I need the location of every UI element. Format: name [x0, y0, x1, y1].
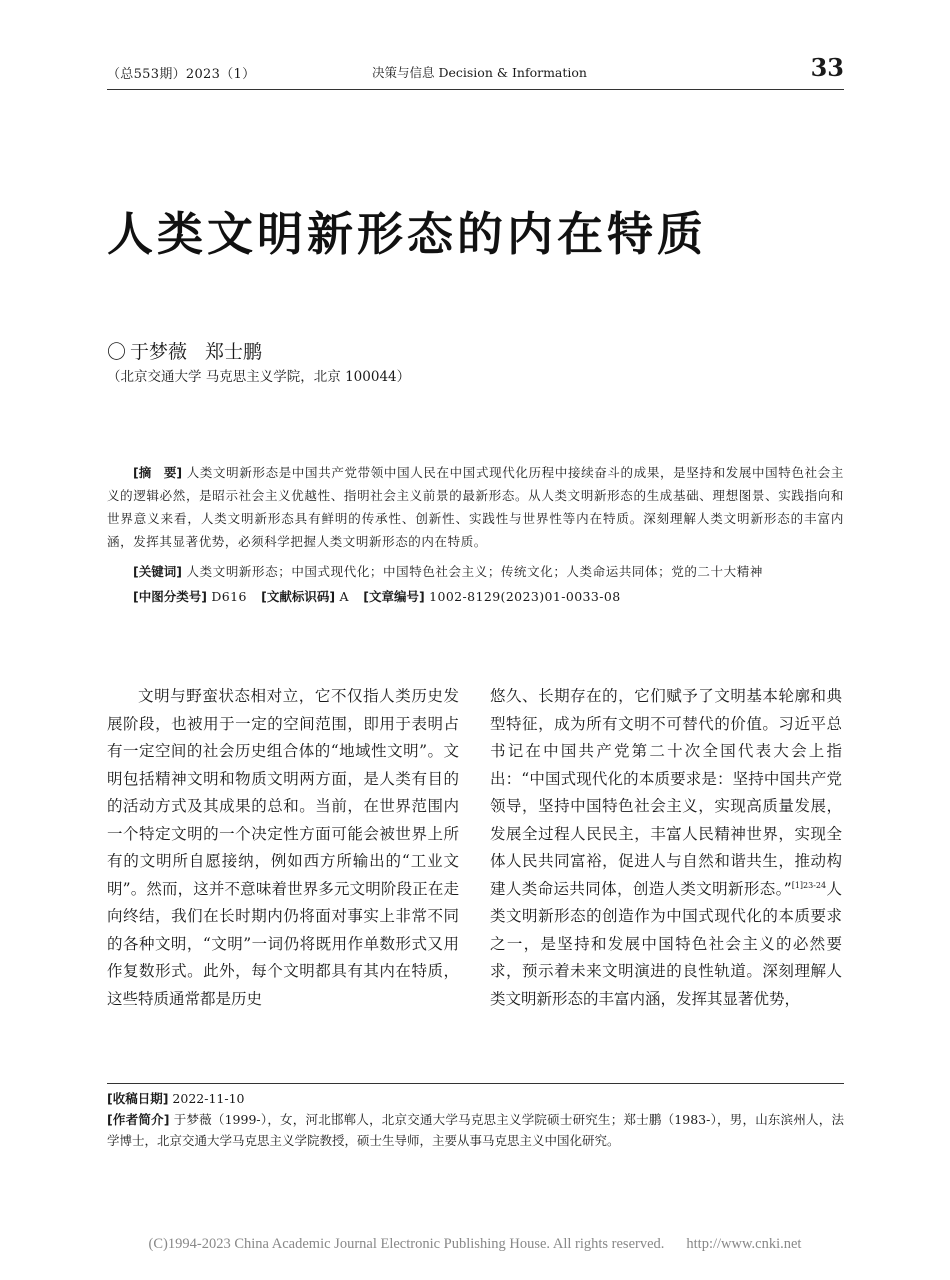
received-date-line: [107, 1088, 844, 1109]
received-date: 2022-11-10: [172, 1091, 245, 1106]
article-title: 人类文明新形态的内在特质: [107, 207, 707, 261]
author-line: [107, 337, 280, 364]
doc-code-label: [文献标识码]: [261, 589, 336, 604]
abstract: [107, 461, 844, 553]
article-no-value: 1002-8129(2023)01-0033-08: [429, 589, 621, 604]
clc-label: [中图分类号]: [133, 589, 207, 604]
journal-name: 决策与信息 Decision & Information: [372, 65, 587, 80]
classification-line: [133, 588, 621, 606]
author-name: 郑士鹏: [205, 341, 263, 363]
author-affiliation: （北京交通大学 马克思主义学院，北京 100044）: [107, 369, 411, 385]
footnotes: [107, 1088, 844, 1151]
body-text: 人类文明新形态的创造作为中国式现代化的本质要求之一，是坚持和发展中国特色社会主义的必然要求，预示着未来文明演进的良性轨道。深刻理解人类文明新形态的丰富内涵，发挥其显著优势，: [490, 879, 842, 1008]
doc-code-value: A: [339, 589, 349, 604]
author-name: 于梦薇: [130, 341, 188, 363]
abstract-label: [摘 要]: [133, 465, 183, 480]
body-text: 悠久、长期存在的，它们赋予了文明基本轮廓和典型特征，成为所有文明不可替代的价值。习近平总书记在中国共产党第二十次全国代表大会上指出：“中国式现代化的本质要求是：坚持中国共产党领导，坚持中国特色社会主义，实现高质量发展，发展全过程人民民主，丰富人民精神世界，实现全体人民共同富裕，促进人与自然和谐共生，推动构建人类命运共同体，创造人类文明新形态。”: [490, 687, 842, 898]
article-no-label: [文章编号]: [363, 589, 425, 604]
keywords: [133, 563, 763, 581]
page-number: 33: [810, 53, 844, 82]
issue-info: （总553期）2023（1）: [107, 67, 256, 82]
copyright-notice: [0, 1236, 950, 1253]
author-bio-line: [107, 1109, 844, 1151]
keywords-text: 人类文明新形态；中国式现代化；中国特色社会主义；传统文化；人类命运共同体；党的二十大精神: [186, 564, 763, 579]
received-label: [收稿日期]: [107, 1091, 169, 1106]
body-column-left: 文明与野蛮状态相对立，它不仅指人类历史发展阶段，也被用于一定的空间范围，即用于表明占有一定空间的社会历史组合体的“地域性文明”。文明包括精神文明和物质文明两方面，是人类有目的的活动方式及其成果的总和。当前，在世界范围内一个特定文明的一个决定性方面可能会被世界上所有的文明所自愿接纳，例如西方所输出的“工业文明”。然而，这并不意味着世界多元文明阶段正在走向终结，我们在长时期内仍将面对事实上非常不同的各种文明，“文明”一词仍将既用作单数形式又用作复数形式。此外，每个文明都具有其内在特质，这些特质通常都是历史: [107, 687, 459, 1008]
citation-marker: [1]23-24: [791, 880, 827, 890]
author-marker: 〇: [107, 341, 127, 363]
running-header: [107, 55, 844, 90]
footnote-divider: [107, 1083, 844, 1084]
bio-label: [作者简介]: [107, 1112, 170, 1127]
bio-text: 于梦薇（1999-），女，河北邯郸人，北京交通大学马克思主义学院硕士研究生；郑士鹏（1983-），男，山东滨州人，法学博士，北京交通大学马克思主义学院教授，硕士生导师，主要从事马克思主义中国化研究。: [107, 1112, 844, 1148]
copyright-text: (C)1994-2023 China Academic Journal Electronic Publishing House. All rights reserved.: [148, 1236, 665, 1252]
abstract-text: 人类文明新形态是中国共产党带领中国人民在中国式现代化历程中接续奋斗的成果，是坚持和发展中国特色社会主义的逻辑必然，是昭示社会主义优越性、指明社会主义前景的最新形态。从人类文明新形态的生成基础、理想图景、实践指向和世界意义来看，人类文明新形态具有鲜明的传承性、创新性、实践性与世界性等内在特质。深刻理解人类文明新形态的丰富内涵，发挥其显著优势，必须科学把握人类文明新形态的内在特质。: [107, 465, 844, 549]
cnki-url: http://www.cnki.net: [686, 1236, 802, 1252]
keywords-label: [关键词]: [133, 564, 182, 579]
body-column-right: [490, 683, 842, 1013]
clc-value: D616: [211, 589, 247, 604]
